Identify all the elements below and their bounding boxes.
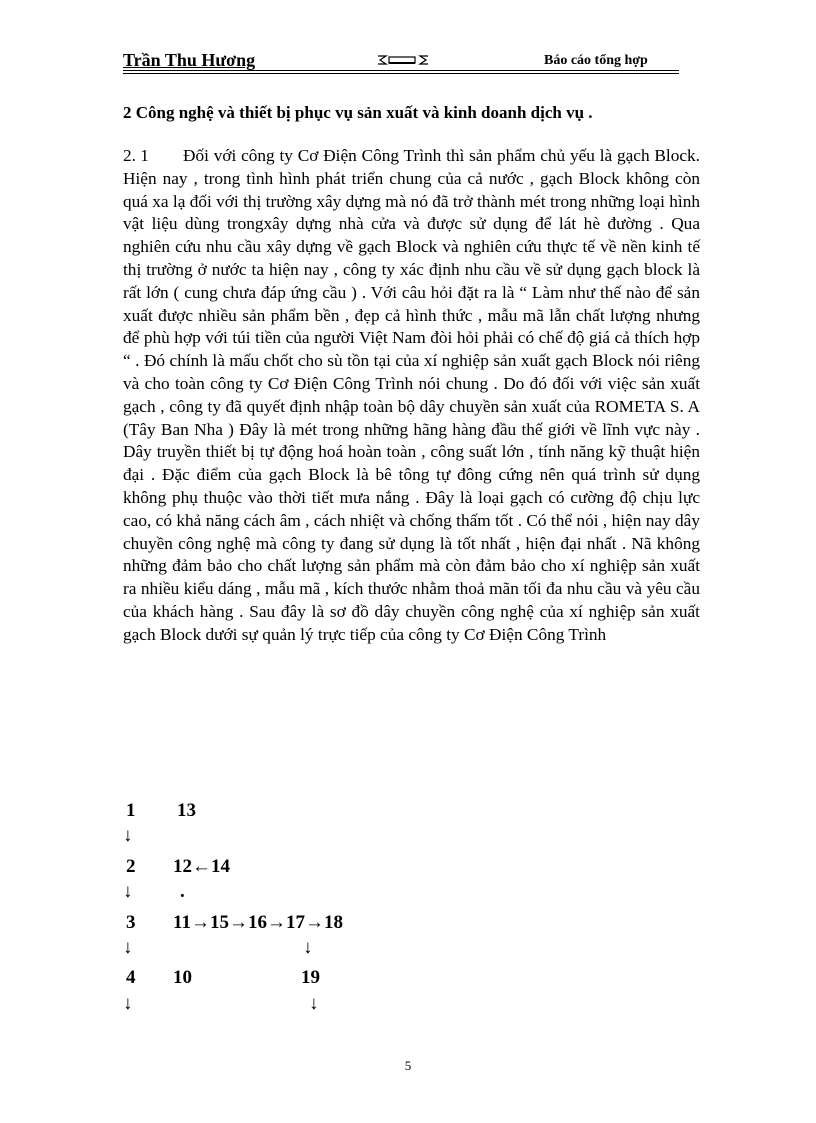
process-flow-diagram (123, 800, 423, 1030)
down-arrow-icon: ↓ (309, 993, 319, 1014)
ornament-icon (376, 53, 430, 67)
flow-step-3: 3 (126, 912, 136, 933)
flow-step-19: 19 (301, 967, 320, 988)
paragraph-number: 2. 1 (123, 146, 149, 165)
report-title: Báo cáo tổng hợp (544, 53, 648, 68)
header-rule-second (123, 73, 679, 74)
down-arrow-icon: ↓ (123, 881, 133, 902)
flow-row-12-14: 12←14 (173, 856, 230, 877)
header-rule (123, 70, 679, 71)
down-arrow-icon: ↓ (123, 937, 133, 958)
body-paragraph (123, 145, 700, 647)
paragraph-text: Đối với công ty Cơ Điện Công Trình thì sản phẩm chủ yếu là gạch Block. Hiện nay , trong tình hình phát triển chung của cả nước , gạch Block không còn quá xa lạ đối với thị trường xây dựng mà nó đã trở thành mét trong những loại hình vật liệu dùng trongxây dựng nhà cửa và được sử dụng để lát hè đường . Qua nghiên cứu nhu cầu xây dựng về gạch Block và nghiên cứu thực tế về nền kinh tế thị trường ở nước ta hiện nay , công ty xác định nhu cầu về sử dụng gạch block là rất lớn ( cung chưa đáp ứng cầu ) . Với câu hỏi đặt ra là “ Làm như thế nào để sản xuất được nhiều sản phẩm bền , đẹp cả hình thức , mẫu mã lẫn chất lượng nhưng để phù hợp với túi tiền của người Việt Nam đòi hỏi phải có chế độ giá cả thích hợp “ . Đó chính là mấu chốt cho sù tồn tại của xí nghiệp sản xuất gạch Block nói riêng và cho toàn công ty Cơ Điện Công Trình nói chung . Do đó đối với việc sản xuất gạch , công ty đã quyết định nhập toàn bộ dây chuyền sản xuất của ROMETA S. A (Tây Ban Nha ) Đây là mét trong những hãng hàng đầu thế giới về lĩnh vực này . Dây truyền thiết bị tự động hoá hoàn toàn , công suất lớn , tính năng kỹ thuật hiện đại . Đặc điểm của gạch Block là bê tông tự đông cứng nên quá trình sử dụng không phụ thuộc vào thời tiết mưa nắng . Đây là loại gạch có cường độ chịu lực cao, có khả năng cách âm , cách nhiệt và chống thấm tốt . Có thể nói , hiện nay dây chuyền công nghệ mà công ty đang sử dụng là tốt nhất , hiện đại nhất . Nã không những đảm bảo cho chất lượng sản phẩm mà còn đảm bảo cho xí nghiệp sản xuất ra nhiều kiểu dáng , mẫu mã , kích thước nhằm thoả mãn tối đa nhu cầu và yêu cầu của khách hàng . Sau đây là sơ đồ dây chuyền công nghệ của xí nghiệp sản xuất gạch Block dưới sự quản lý trực tiếp của công ty Cơ Điện Công Trình (123, 146, 700, 644)
flow-step-4: 4 (126, 967, 136, 988)
flow-step-10: 10 (173, 967, 192, 988)
section-title: 2 Công nghệ và thiết bị phục vụ sản xuất và kinh doanh dịch vụ . (123, 103, 593, 122)
down-arrow-icon: ↓ (303, 937, 313, 958)
page-header (123, 50, 679, 72)
flow-row-11-18: 11→15→16→17→18 (173, 912, 343, 933)
page-number: 5 (404, 1058, 412, 1073)
flow-step-2: 2 (126, 856, 136, 877)
flow-dot: . (180, 881, 185, 902)
flow-step-13: 13 (177, 800, 196, 821)
down-arrow-icon: ↓ (123, 993, 133, 1014)
flow-step-1: 1 (126, 800, 136, 821)
author-name: Trần Thu Hương (123, 50, 256, 70)
down-arrow-icon: ↓ (123, 825, 133, 846)
